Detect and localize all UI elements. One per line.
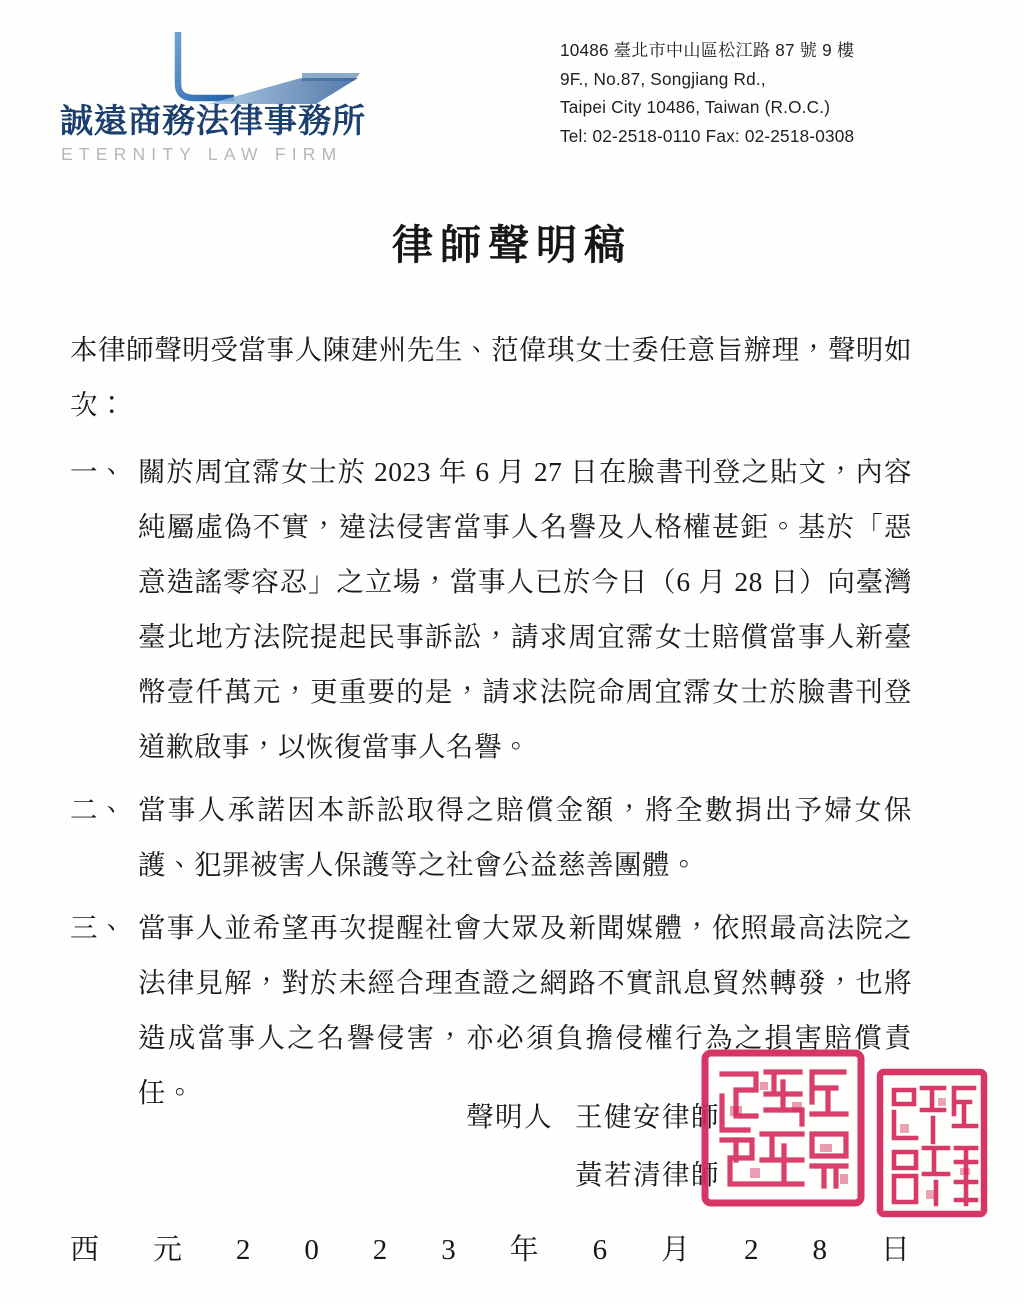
clause-item: [70, 444, 912, 774]
intro-paragraph: 本律師聲明受當事人陳建州先生、范偉琪女士委任意旨辦理，聲明如次：: [70, 334, 912, 420]
address-line-en-2: Taipei City 10486, Taiwan (R.O.C.): [560, 97, 831, 117]
clause-item: [70, 782, 912, 892]
firm-logo: [58, 26, 408, 164]
clause-text: 關於周宜霈女士於 2023 年 6 月 27 日在臉書刊登之貼文，內容純屬虛偽不實，違法侵害當事人名譽及人格權甚鉅。基於「惡意造謠零容忍」之立場，當事人已於今日（6 月 28 日）向臺灣臺北地方法院提起民事訴訟，請求周宜霈女士賠償當事人新臺幣壹仟萬元，更重要的是，請求法院命周宜霈女士於臉書刊登道歉啟事，以恢復當事人名譽。: [138, 456, 912, 762]
ele-logomark-icon: [58, 26, 388, 104]
clause-text: 當事人承諾因本訴訟取得之賠償金額，將全數捐出予婦女保護、犯罪被害人保護等之社會公益慈善團體。: [138, 794, 912, 880]
date-line: [70, 1228, 910, 1272]
address-line-cn: 10486 臺北市中山區松江路 87 號 9 樓: [560, 40, 855, 60]
date-day-digit-2: 8: [812, 1234, 827, 1266]
signatory-name-1: 王健安律師: [575, 1101, 720, 1132]
firm-name-cn: 誠遠商務法律事務所: [60, 104, 366, 140]
date-year-digit-1: 2: [235, 1234, 251, 1266]
signatory-label: 聲明人: [466, 1101, 553, 1132]
date-era-1: 西: [70, 1234, 100, 1266]
date-day-label: 日: [880, 1234, 910, 1266]
document-title: 律師聲明稿: [392, 222, 632, 268]
signatory-name-2: 黃若清律師: [575, 1159, 720, 1190]
date-day-digit-1: 2: [744, 1234, 759, 1266]
seal-stamp-secondary-icon: [876, 1068, 988, 1218]
clause-text: 當事人並希望再次提醒社會大眾及新聞媒體，依照最高法院之法律見解，對於未經合理查證之網路不實訊息貿然轉發，也將造成當事人之名譽侵害，亦必須負擔侵權行為之損害賠償責任。: [138, 912, 912, 1108]
address-line-en-1: 9F., No.87, Songjiang Rd.,: [560, 68, 766, 89]
signatory-line-2: [420, 1146, 720, 1204]
clause-marker: 一、: [70, 456, 126, 487]
date-month-digit: 6: [592, 1234, 608, 1266]
clause-marker: 二、: [70, 794, 126, 825]
firm-name-en: ETERNITY LAW FIRM: [61, 144, 343, 164]
date-year-digit-2: 0: [304, 1234, 319, 1266]
signature-block: [420, 1088, 720, 1204]
date-year-digit-3: 2: [372, 1234, 388, 1266]
date-month-label: 月: [661, 1234, 691, 1266]
seal-stamp-primary-icon: [700, 1048, 866, 1208]
date-era-2: 元: [152, 1234, 182, 1266]
date-year-label: 年: [509, 1234, 539, 1266]
address-block: [560, 36, 854, 150]
date-year-digit-4: 3: [441, 1234, 456, 1266]
letterhead: [0, 0, 1024, 185]
document-body: [70, 322, 912, 1128]
address-line-contact: Tel: 02-2518-0110 Fax: 02-2518-0308: [560, 125, 855, 146]
clause-marker: 三、: [70, 912, 126, 943]
signatory-line-1: [420, 1088, 720, 1146]
